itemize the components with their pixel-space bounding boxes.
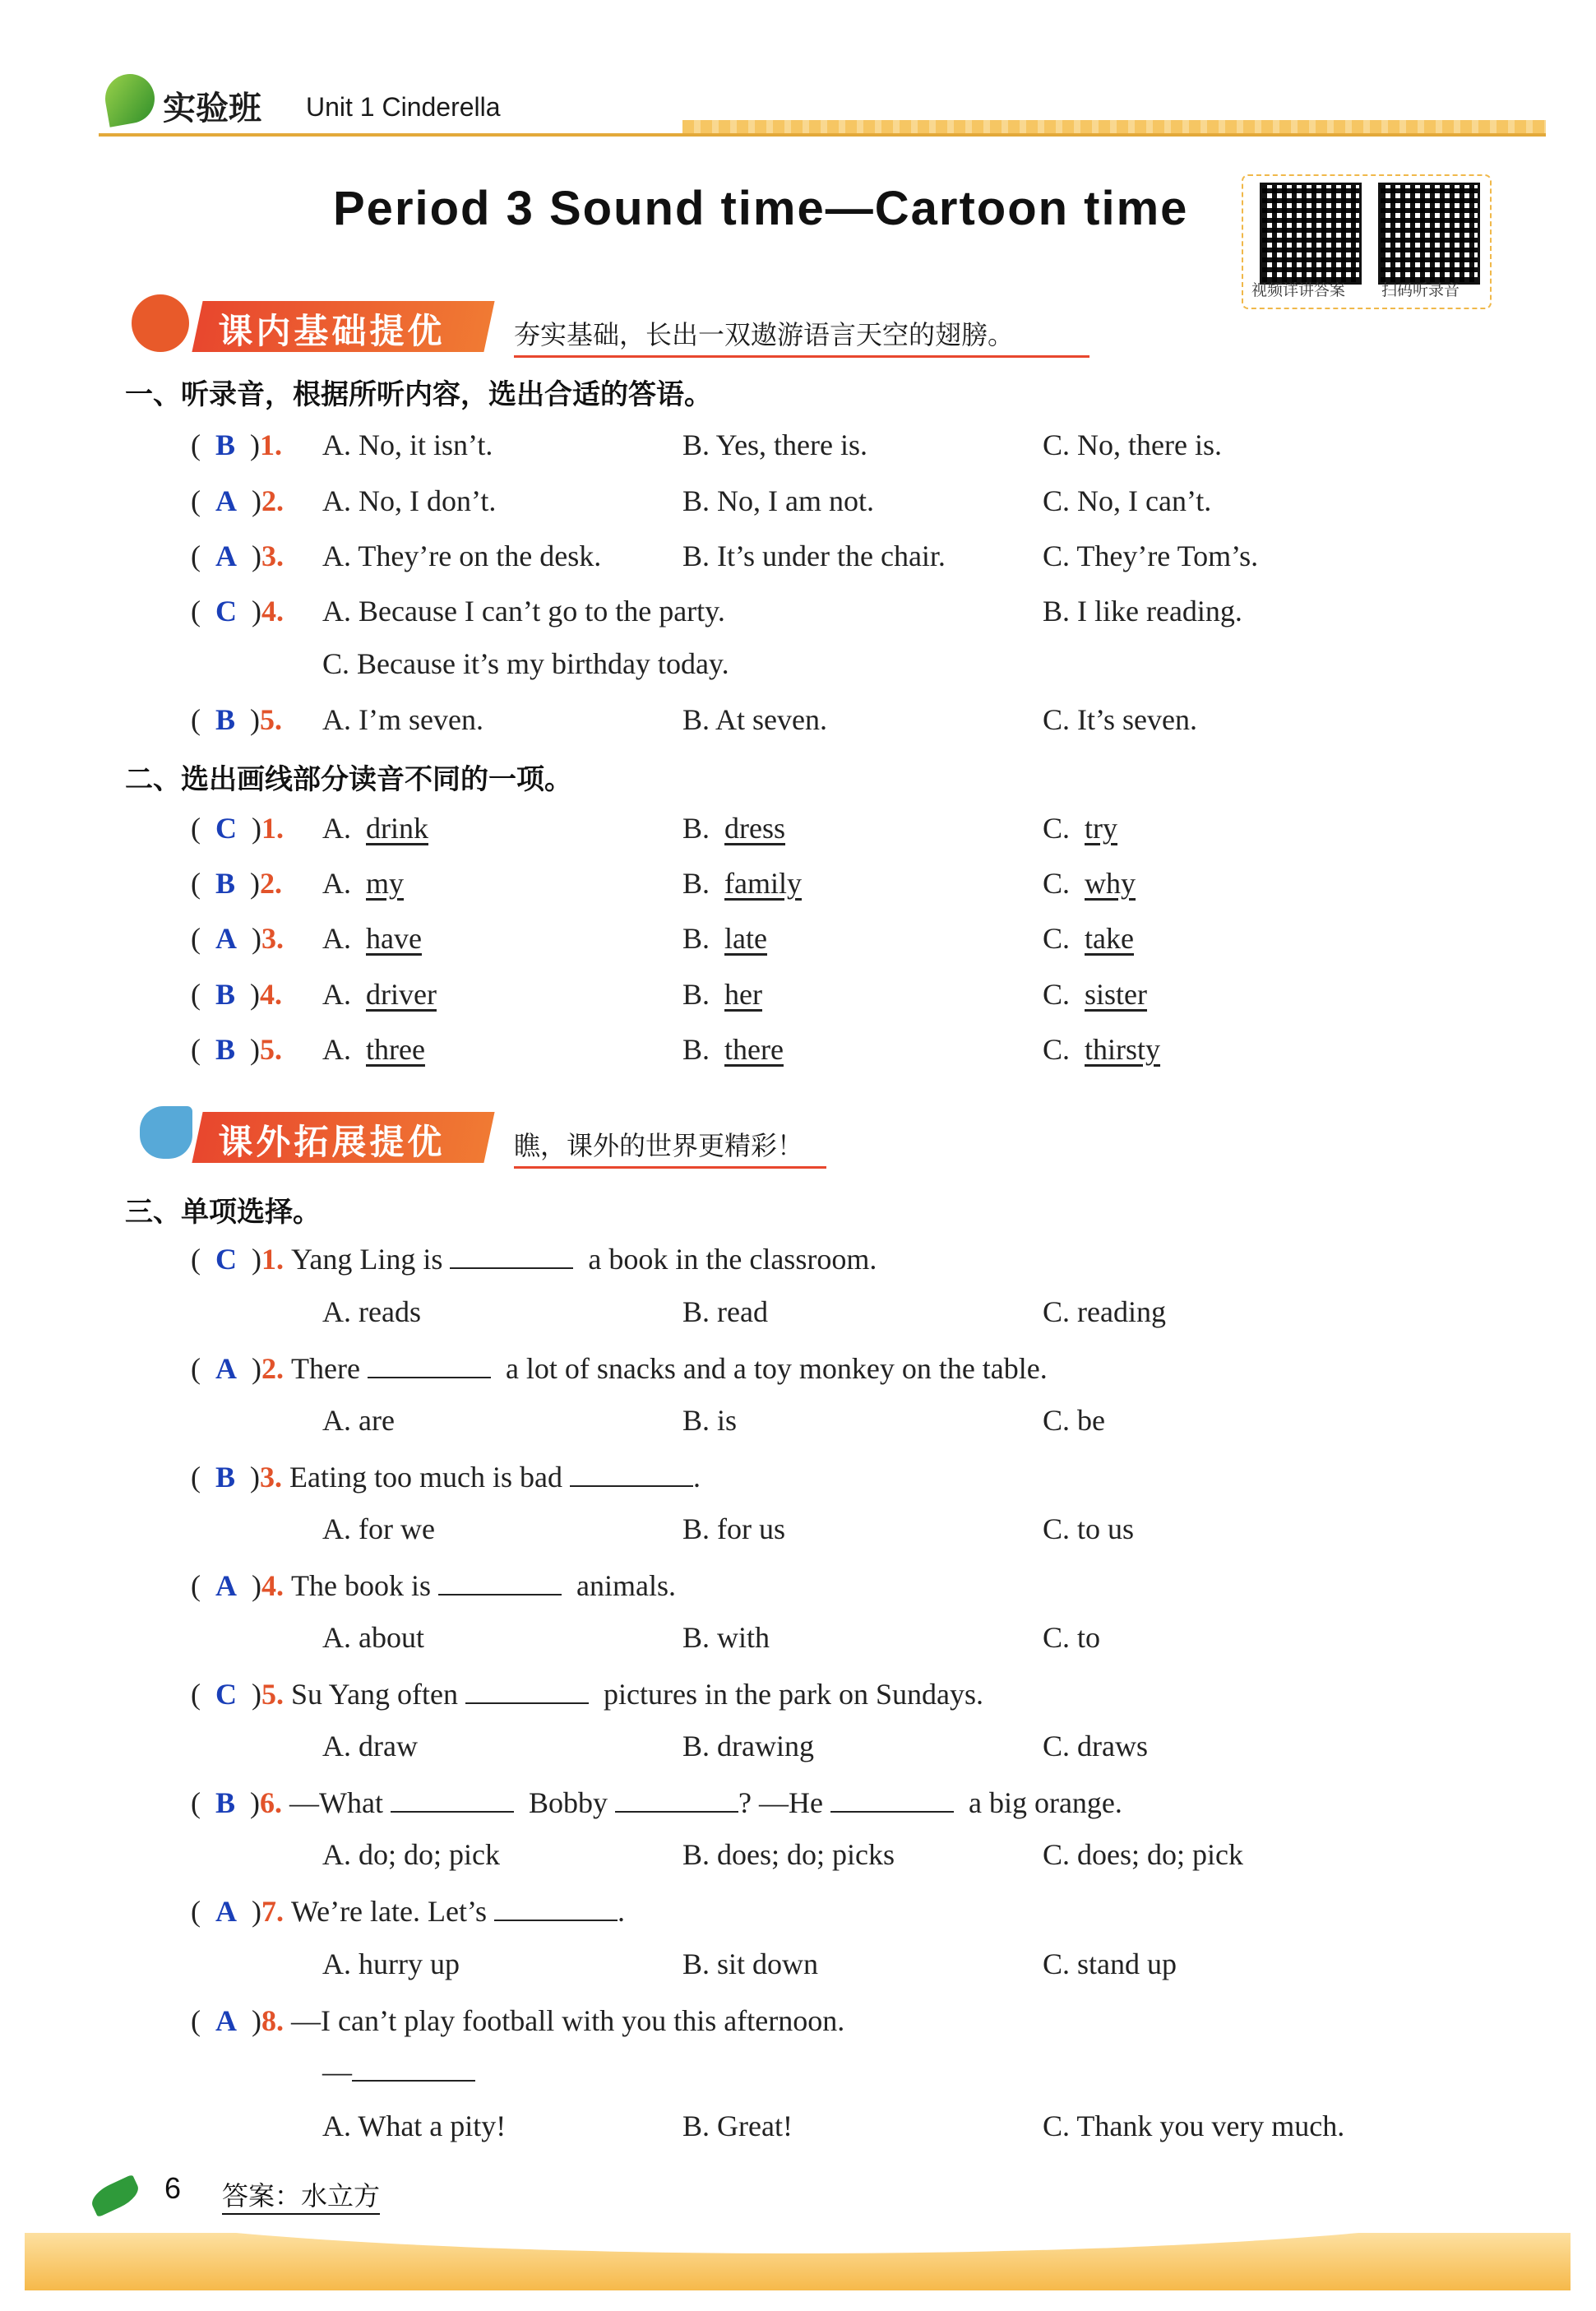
option-b: B. family	[682, 867, 802, 900]
option-c: C. Because it’s my birthday today.	[322, 647, 729, 680]
question-row: ( C )1.	[191, 812, 284, 845]
answer-blank[interactable]	[450, 1243, 573, 1269]
answer-blank[interactable]	[615, 1786, 738, 1813]
section-heading: 二、选出画线部分读音不同的一项。	[125, 764, 572, 795]
option-b: B. for us	[682, 1512, 785, 1545]
option-c: C. No, there is.	[1043, 428, 1222, 461]
option-a: A. reads	[322, 1295, 421, 1328]
answer-blank[interactable]	[830, 1786, 954, 1813]
section-slogan: 夯实基础，长出一双遨游语言天空的翅膀。	[514, 314, 1089, 358]
option-a: A. drink	[322, 812, 428, 845]
option-a: A. have	[322, 922, 422, 955]
section-heading: 三、单项选择。	[125, 1197, 321, 1228]
question-row: ( A )2.	[191, 484, 284, 517]
question-row: ( B )5.	[191, 703, 283, 736]
question-row: ( A )3.	[191, 540, 284, 572]
option-a: A. are	[322, 1404, 395, 1437]
question-row: ( B )5.	[191, 1033, 283, 1066]
section-banner-extended: 课外拓展提优	[192, 1112, 494, 1163]
section-heading: 一、听录音，根据所听内容，选出合适的答语。	[125, 379, 712, 410]
answer-blank[interactable]	[368, 1352, 491, 1378]
section-slogan: 瞧，课外的世界更精彩！	[514, 1125, 826, 1169]
option-b: B. sit down	[682, 1947, 819, 1980]
option-c: C. reading	[1043, 1295, 1166, 1328]
option-b: B. her	[682, 978, 762, 1011]
option-b: B. dress	[682, 812, 786, 845]
answer-blank[interactable]	[438, 1569, 562, 1595]
question-row: ( A )8. —I can’t play football with you this afternoon.	[191, 2004, 845, 2037]
option-c: C. to	[1043, 1621, 1101, 1654]
option-c: C. to us	[1043, 1512, 1135, 1545]
option-b: B. At seven.	[682, 703, 827, 736]
option-b: B. I like reading.	[1043, 595, 1242, 628]
option-b: B. late	[682, 922, 767, 955]
page-number: 6	[164, 2171, 182, 2205]
header-divider	[99, 133, 1546, 137]
option-c: C. take	[1043, 922, 1134, 955]
question-row: ( A )2. There a lot of snacks and a toy monkey on the table.	[191, 1352, 1048, 1385]
section-banner-basic: 课内基础提优	[192, 301, 494, 352]
answer-blank[interactable]	[570, 1461, 693, 1487]
option-b: B. No, I am not.	[682, 484, 874, 517]
option-c: C. No, I can’t.	[1043, 484, 1212, 517]
qr-code-icon[interactable]	[1378, 183, 1480, 285]
question-row: ( C )1. Yang Ling is a book in the classroom.	[191, 1243, 877, 1276]
option-a: A. driver	[322, 978, 437, 1011]
option-c: C. does; do; pick	[1043, 1838, 1243, 1871]
option-a: A. No, it isn’t.	[322, 428, 493, 461]
dolphin-mascot-icon	[140, 1106, 192, 1159]
question-row: ( C )4.	[191, 595, 284, 628]
question-row: ( B )2.	[191, 867, 283, 900]
option-a: A. hurry up	[322, 1947, 460, 1980]
question-row: ( B )6. —What Bobby ? —He a big orange.	[191, 1786, 1122, 1819]
option-a: A. three	[322, 1033, 425, 1066]
option-b: B. is	[682, 1404, 738, 1437]
logo-text: 实验班	[163, 90, 261, 127]
option-a: A. for we	[322, 1512, 435, 1545]
option-a: A. What a pity!	[322, 2110, 507, 2142]
question-row: ( B )4.	[191, 978, 283, 1011]
option-b: B. with	[682, 1621, 770, 1654]
question-row: ( B )3. Eating too much is bad .	[191, 1461, 701, 1494]
question-row: ( A )4. The book is animals.	[191, 1569, 676, 1602]
option-a: A. I’m seven.	[322, 703, 483, 736]
question-row: ( B )1.	[191, 428, 283, 461]
qr-code-icon[interactable]	[1260, 183, 1362, 285]
option-b: B. drawing	[682, 1730, 814, 1762]
option-c: C. They’re Tom’s.	[1043, 540, 1259, 572]
reply-line: —	[322, 2054, 475, 2089]
option-a: A. do; do; pick	[322, 1838, 500, 1871]
option-a: A. They’re on the desk.	[322, 540, 602, 572]
option-c: C. draws	[1043, 1730, 1148, 1762]
option-c: C. Thank you very much.	[1043, 2110, 1345, 2142]
mascot-icon	[132, 294, 189, 352]
qr-label-audio: 扫码听录音	[1381, 282, 1460, 299]
question-row: ( A )7. We’re late. Let’s .	[191, 1895, 625, 1928]
option-c: C. be	[1043, 1404, 1105, 1437]
option-c: C. thirsty	[1043, 1033, 1161, 1066]
option-c: C. try	[1043, 812, 1118, 845]
option-b: B. read	[682, 1295, 768, 1328]
answer-blank[interactable]	[352, 2055, 475, 2082]
option-c: C. sister	[1043, 978, 1148, 1011]
option-a: A. Because I can’t go to the party.	[322, 595, 725, 628]
option-c: C. stand up	[1043, 1947, 1177, 1980]
unit-title: Unit 1 Cinderella	[306, 92, 501, 122]
footer-answer-label: 答案：水立方	[222, 2175, 380, 2215]
option-b: B. Yes, there is.	[682, 428, 868, 461]
answer-blank[interactable]	[494, 1895, 618, 1921]
option-b: B. there	[682, 1033, 784, 1066]
option-b: B. does; do; picks	[682, 1838, 895, 1871]
option-b: B. It’s under the chair.	[682, 540, 946, 572]
question-row: ( A )3.	[191, 922, 284, 955]
answer-blank[interactable]	[465, 1678, 589, 1704]
option-c: C. It’s seven.	[1043, 703, 1197, 736]
option-b: B. Great!	[682, 2110, 793, 2142]
page-title: Period 3 Sound time—Cartoon time	[333, 182, 1189, 235]
answer-blank[interactable]	[391, 1786, 514, 1813]
option-a: A. draw	[322, 1730, 418, 1762]
qr-label-video: 视频详讲答案	[1251, 282, 1346, 299]
option-a: A. about	[322, 1621, 424, 1654]
option-a: A. No, I don’t.	[322, 484, 497, 517]
question-row: ( C )5. Su Yang often pictures in the park on Sundays.	[191, 1678, 983, 1711]
logo-leaf-icon	[101, 70, 159, 127]
option-a: A. my	[322, 867, 405, 900]
option-c: C. why	[1043, 867, 1136, 900]
